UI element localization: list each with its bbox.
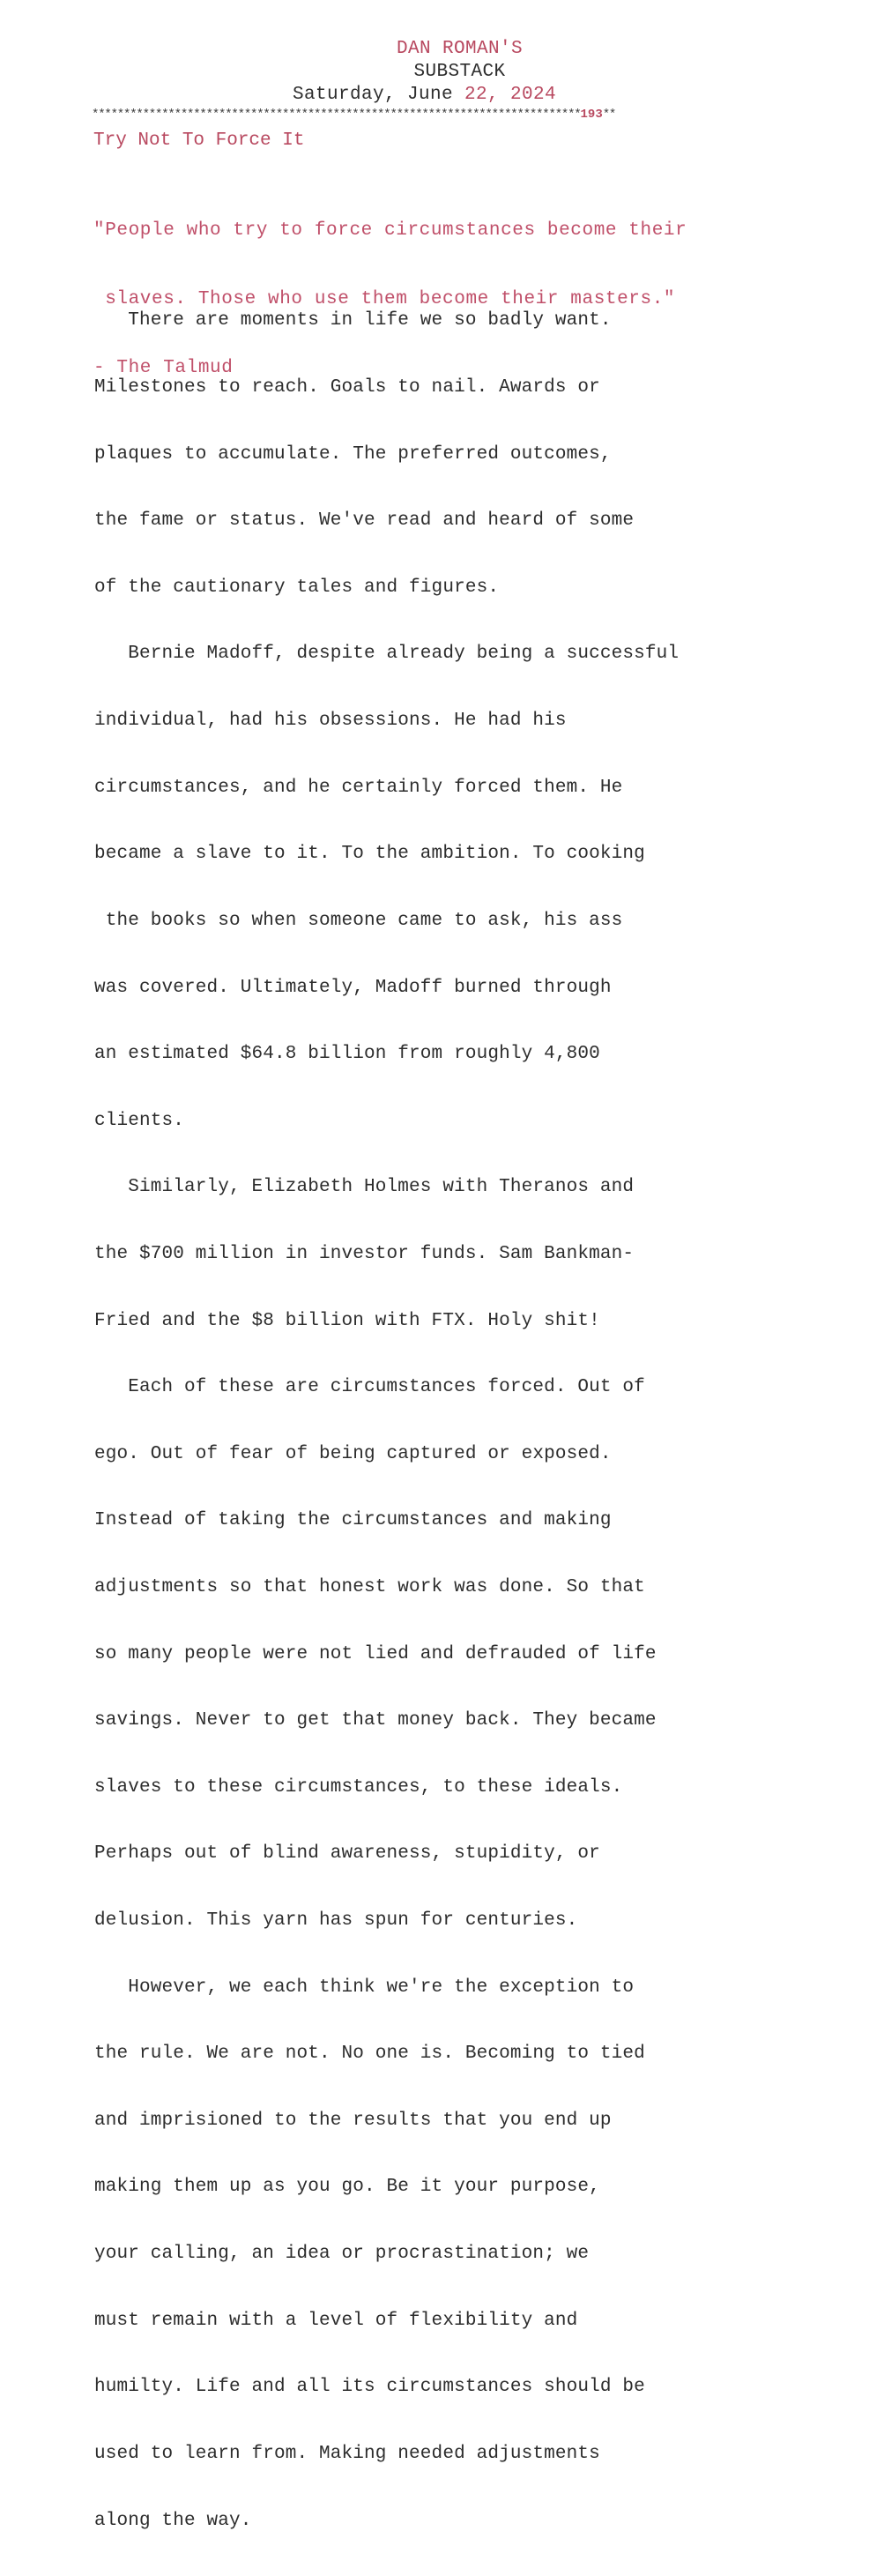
body-line: circumstances, and he certainly forced them. He: [94, 777, 623, 798]
body-line: Bernie Madoff, despite already being a successful: [94, 644, 680, 665]
header-date: [0, 85, 849, 105]
body-line: became a slave to it. To the ambition. To cooking: [94, 844, 645, 865]
body-line: the fame or status. We've read and heard of some: [94, 510, 635, 532]
body-line: ego. Out of fear of being captured or exposed.: [94, 1443, 612, 1464]
divider-stars-end: **: [602, 108, 616, 122]
body-line: There are moments in life we so badly want.: [94, 310, 612, 331]
quote-line: slaves. Those who use them become their masters.": [93, 289, 676, 309]
body-line: slaves to these circumstances, to these ideals.: [94, 1776, 623, 1798]
header-date-day: 22, 2024: [464, 85, 557, 105]
header-author: DAN ROMAN'S: [396, 39, 524, 59]
body-line: Each of these are circumstances forced. Out of: [94, 1377, 645, 1398]
body-line: Perhaps out of blind awareness, stupidity, or: [94, 1843, 600, 1865]
header-publication: SUBSTACK: [413, 62, 506, 82]
body-line: Similarly, Elizabeth Holmes with Theranos and: [94, 1177, 635, 1198]
header-date-prefix: Saturday, June: [292, 85, 464, 105]
body-line: humilty. Life and all its circumstances should be: [94, 2377, 645, 2398]
body-line: used to learn from. Making needed adjustments: [94, 2443, 600, 2464]
body-line: along the way.: [94, 2510, 252, 2531]
body-line: Instead of taking the circumstances and making: [94, 1510, 612, 1531]
quote-line: "People who try to force circumstances become their: [93, 220, 687, 241]
body-line: individual, had his obsessions. He had his: [94, 711, 567, 732]
body-line: Milestones to reach. Goals to nail. Awards or: [94, 377, 600, 398]
body-line: However, we each think we're the exception to: [94, 1977, 635, 1998]
body-line: so many people were not lied and defrauded of life: [94, 1643, 657, 1664]
body-line: of the cautionary tales and figures.: [94, 577, 500, 598]
body-line: an estimated $64.8 billion from roughly 4,800: [94, 1044, 600, 1065]
body-line: the rule. We are not. No one is. Becoming to tied: [94, 2044, 645, 2065]
body-line: savings. Never to get that money back. They became: [94, 1710, 657, 1731]
body-line: and imprisioned to the results that you end up: [94, 2110, 612, 2131]
article-title: Try Not To Force It: [93, 130, 305, 151]
body-line: making them up as you go. Be it your purpose,: [94, 2177, 600, 2198]
divider-stars: *****************************************************************************: [92, 108, 581, 122]
body-line: Fried and the $8 billion with FTX. Holy shit!: [94, 1310, 600, 1331]
body-line: the $700 million in investor funds. Sam Bankman-: [94, 1243, 635, 1264]
body-line: your calling, an idea or procrastination; we: [94, 2244, 590, 2265]
body-line: clients.: [94, 1110, 185, 1131]
asterisk-divider: [92, 106, 754, 123]
article-body: [94, 265, 679, 2576]
body-line: plaques to accumulate. The preferred outcomes,: [94, 443, 612, 465]
body-line: adjustments so that honest work was done. So that: [94, 1576, 645, 1597]
body-line: was covered. Ultimately, Madoff burned through: [94, 977, 612, 998]
body-line: the books so when someone came to ask, his ass: [94, 910, 623, 931]
body-line: delusion. This yarn has spun for centuries.: [94, 1910, 578, 1932]
quote-attribution: - The Talmud: [93, 358, 234, 378]
body-line: must remain with a level of flexibility and: [94, 2310, 578, 2331]
issue-number: 193: [580, 108, 603, 122]
